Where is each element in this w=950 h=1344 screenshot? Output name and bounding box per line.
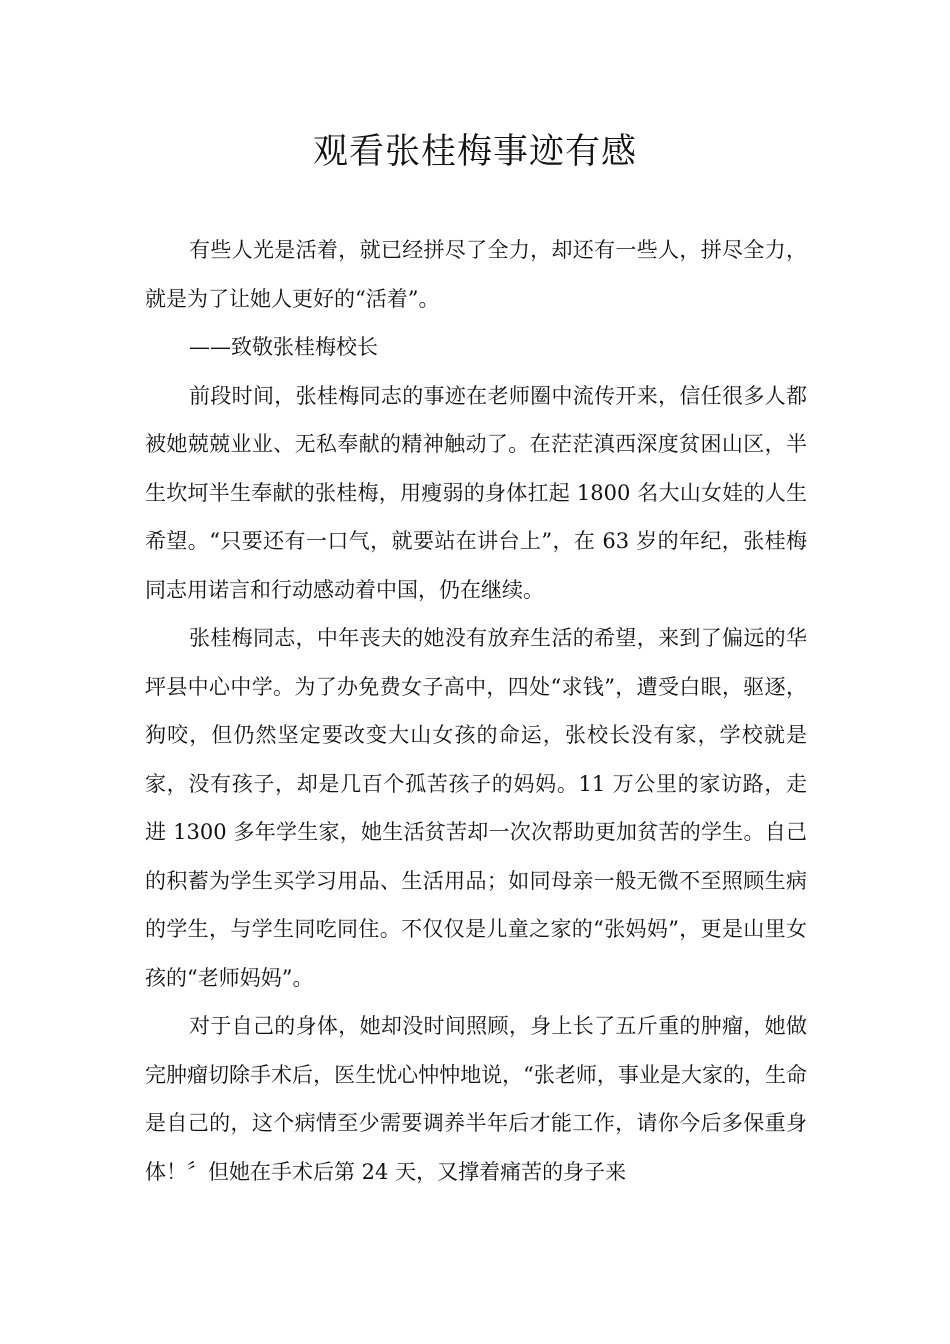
document-title: 观看张桂梅事迹有感 — [312, 132, 637, 172]
document-body — [145, 226, 807, 1196]
paragraph-deeds: 张桂梅同志，中年丧夫的她没有放弃生活的希望，来到了偏远的华坪县中心中学。为了办免费女子高中，四处“求钱”，遭受白眼，驱逐，狗咬，但仍然坚定要改变大山女孩的命运，张校长没有家，学校就是家，没有孩子，却是几百个孤苦孩子的妈妈。11 万公里的家访路，走进 1300 多年学生家，她生活贫苦却一次次帮助更加贫苦的学生。自己的积蓄为学生买学习用品、生活用品；如同母亲一般无微不至照顾生病的学生，与学生同吃同住。不仅仅是儿童之家的“张妈妈”，更是山里女孩的“老师妈妈”。 — [145, 626, 807, 990]
paragraph-background: 前段时间，张桂梅同志的事迹在老师圈中流传开来，信任很多人都被她兢兢业业、无私奉献的精神触动了。在茫茫滇西深度贫困山区，半生坎坷半生奉献的张桂梅，用瘦弱的身体扛起 1800 名大山女娃的人生希望。“只要还有一口气，就要站在讲台上”，在 63 岁的年纪，张桂梅同志用诺言和行动感动着中国，仍在继续。 — [145, 383, 807, 602]
paragraph-health: 对于自己的身体，她却没时间照顾，身上长了五斤重的肿瘤，她做完肿瘤切除手术后，医生忧心忡忡地说，“张老师，事业是大家的，生命是自己的，这个病情至少需要调养半年后才能工作，请你今后多保重身体！〞但她在手术后第 24 天，又撑着痛苦的身子来 — [145, 1014, 807, 1184]
paragraph-dedication: ——致敬张桂梅校长 — [189, 335, 378, 359]
paragraph-intro: 有些人光是活着，就已经拼尽了全力，却还有一些人，拼尽全力，就是为了让她人更好的“活着”。 — [145, 238, 807, 311]
